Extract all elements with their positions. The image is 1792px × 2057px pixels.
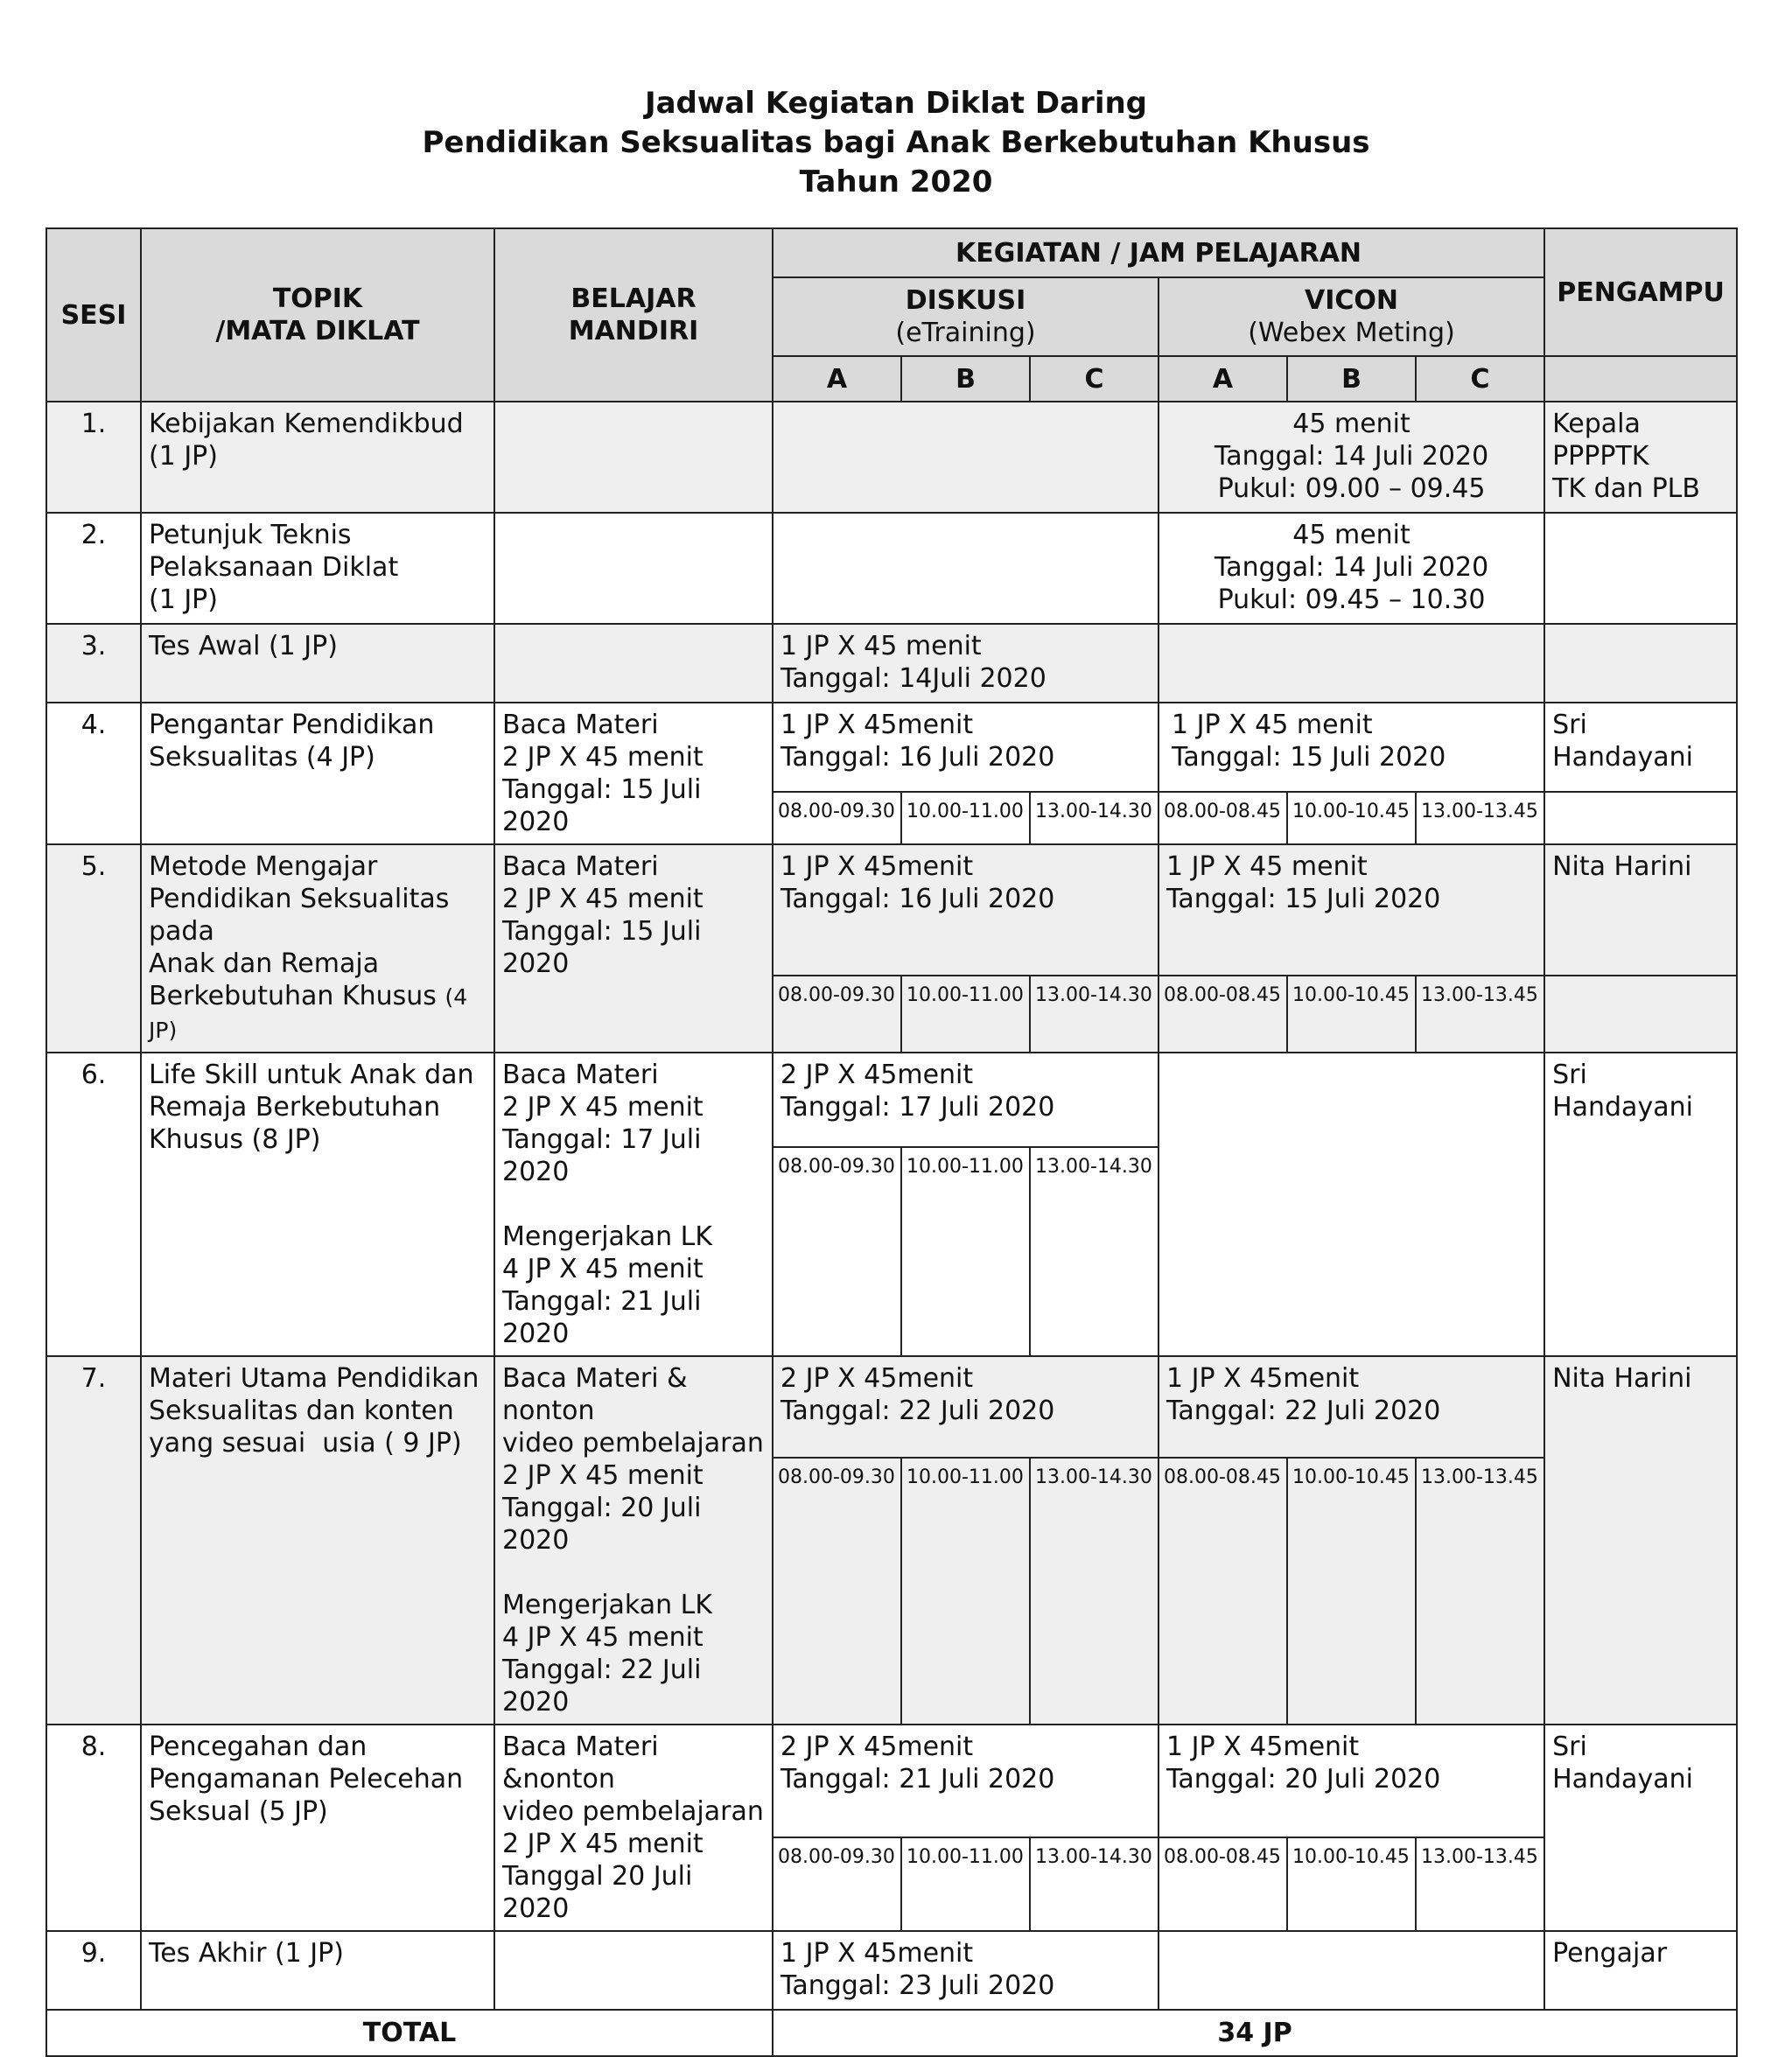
table-row: [46, 1356, 1737, 1458]
time-vicon-b: 10.00-10.45: [1287, 976, 1416, 1053]
time-vicon-c: 13.00-13.45: [1416, 1458, 1544, 1725]
topik-cell: Life Skill untuk Anak dan Remaja Berkebutuhan Khusus (8 JP): [141, 1053, 494, 1356]
time-vicon-c: 13.00-13.45: [1416, 1837, 1544, 1931]
time-vicon-a: 08.00-08.45: [1158, 1837, 1287, 1931]
diskusi-cell: 2 JP X 45menit Tanggal: 22 Juli 2020: [773, 1356, 1158, 1458]
vicon-cell: 1 JP X 45menit Tanggal: 22 Juli 2020: [1158, 1356, 1544, 1458]
total-row: [46, 2010, 1737, 2056]
topik-cell: Pengantar Pendidikan Seksualitas (4 JP): [141, 703, 494, 844]
time-vicon-b: 10.00-10.45: [1287, 1837, 1416, 1931]
time-diskusi-c: 13.00-14.30: [1030, 1147, 1158, 1356]
time-diskusi-c: 13.00-14.30: [1030, 792, 1158, 844]
diskusi-cell: 2 JP X 45menit Tanggal: 21 Juli 2020: [773, 1725, 1158, 1837]
table-row: [46, 624, 1737, 703]
title-line-3: Tahun 2020: [799, 164, 993, 199]
diskusi-cell: 1 JP X 45menit Tanggal: 23 Juli 2020: [773, 1931, 1158, 2010]
header-diskusi: DISKUSI (eTraining): [773, 277, 1158, 356]
topik-cell: Tes Akhir (1 JP): [141, 1931, 494, 2010]
header-belajar-mandiri: BELAJAR MANDIRI: [494, 228, 773, 402]
time-vicon-a: 08.00-08.45: [1158, 792, 1287, 844]
table-row: [46, 844, 1737, 976]
table-row: [46, 703, 1737, 792]
time-diskusi-b: 10.00-11.00: [901, 1837, 1030, 1931]
sesi-number: 1.: [46, 402, 141, 513]
diskusi-cell: [773, 402, 1158, 513]
diskusi-cell: 1 JP X 45menit Tanggal: 16 Juli 2020: [773, 703, 1158, 792]
time-vicon-b: 10.00-10.45: [1287, 1458, 1416, 1725]
diskusi-cell: 2 JP X 45menit Tanggal: 17 Juli 2020: [773, 1053, 1158, 1147]
vicon-cell: 1 JP X 45 menit Tanggal: 15 Juli 2020: [1158, 703, 1544, 792]
pengampu-cell: [1544, 513, 1737, 624]
time-diskusi-c: 13.00-14.30: [1030, 1837, 1158, 1931]
table-row: [46, 402, 1737, 513]
belajar-cell: Baca Materi 2 JP X 45 menit Tanggal: 17 Juli 2020 Mengerjakan LK 4 JP X 45 menit Tanggal: 21 Juli 2020: [494, 1053, 773, 1356]
table-row: [46, 1931, 1737, 2010]
header-diskusi-c: C: [1030, 356, 1158, 402]
header-vicon-c: C: [1416, 356, 1544, 402]
time-vicon-c: 13.00-13.45: [1416, 792, 1544, 844]
pengampu-cell: Nita Harini: [1544, 1356, 1737, 1725]
pengampu-cell: Sri Handayani: [1544, 1725, 1737, 1931]
vicon-cell: 45 menit Tanggal: 14 Juli 2020 Pukul: 09.45 – 10.30: [1158, 513, 1544, 624]
time-diskusi-a: 08.00-09.30: [773, 1458, 901, 1725]
diskusi-cell: [773, 513, 1158, 624]
topik-cell: Pencegahan dan Pengamanan Pelecehan Seksual (5 JP): [141, 1725, 494, 1931]
header-vicon-a: A: [1158, 356, 1287, 402]
vicon-cell: [1158, 1053, 1544, 1356]
table-row: [46, 1053, 1737, 1147]
total-label: TOTAL: [46, 2010, 773, 2056]
time-diskusi-a: 08.00-09.30: [773, 1147, 901, 1356]
pengampu-cell: Sri Handayani: [1544, 703, 1737, 792]
diskusi-cell: 1 JP X 45 menit Tanggal: 14Juli 2020: [773, 624, 1158, 703]
belajar-cell: [494, 402, 773, 513]
diskusi-cell: 1 JP X 45menit Tanggal: 16 Juli 2020: [773, 844, 1158, 976]
time-vicon-b: 10.00-10.45: [1287, 792, 1416, 844]
time-diskusi-b: 10.00-11.00: [901, 1458, 1030, 1725]
topik-cell: Tes Awal (1 JP): [141, 624, 494, 703]
sesi-number: 7.: [46, 1356, 141, 1725]
time-diskusi-c: 13.00-14.30: [1030, 976, 1158, 1053]
header-sesi: SESI: [46, 228, 141, 402]
vicon-cell: 1 JP X 45menit Tanggal: 20 Juli 2020: [1158, 1725, 1544, 1837]
belajar-cell: [494, 624, 773, 703]
time-diskusi-b: 10.00-11.00: [901, 1147, 1030, 1356]
belajar-cell: [494, 1931, 773, 2010]
time-vicon-c: 13.00-13.45: [1416, 976, 1544, 1053]
header-vicon-b: B: [1287, 356, 1416, 402]
table-row: [46, 513, 1737, 624]
belajar-cell: Baca Materi 2 JP X 45 menit Tanggal: 15 Juli 2020: [494, 844, 773, 1053]
time-diskusi-b: 10.00-11.00: [901, 792, 1030, 844]
time-vicon-a: 08.00-08.45: [1158, 1458, 1287, 1725]
pengampu-blank: [1544, 976, 1737, 1053]
schedule-table: [46, 227, 1738, 2057]
header-pengampu-blank: [1544, 356, 1737, 402]
header-kegiatan: KEGIATAN / JAM PELAJARAN: [773, 228, 1544, 277]
sesi-number: 3.: [46, 624, 141, 703]
time-diskusi-c: 13.00-14.30: [1030, 1458, 1158, 1725]
time-diskusi-a: 08.00-09.30: [773, 1837, 901, 1931]
pengampu-cell: Pengajar: [1544, 1931, 1737, 2010]
belajar-cell: [494, 513, 773, 624]
sesi-number: 9.: [46, 1931, 141, 2010]
time-diskusi-a: 08.00-09.30: [773, 976, 901, 1053]
document-title: [0, 84, 1792, 202]
vicon-cell: 1 JP X 45 menit Tanggal: 15 Juli 2020: [1158, 844, 1544, 976]
header-diskusi-b: B: [901, 356, 1030, 402]
time-diskusi-b: 10.00-11.00: [901, 976, 1030, 1053]
total-value: 34 JP: [773, 2010, 1737, 2056]
belajar-cell: Baca Materi & nonton video pembelajaran 2 JP X 45 menit Tanggal: 20 Juli 2020 Mengerjakan LK 4 JP X 45 menit Tanggal: 22 Juli 2020: [494, 1356, 773, 1725]
pengampu-cell: Kepala PPPPTK TK dan PLB: [1544, 402, 1737, 513]
header-vicon: VICON (Webex Meting): [1158, 277, 1544, 356]
vicon-cell: [1158, 1931, 1544, 2010]
header-pengampu: PENGAMPU: [1544, 228, 1737, 356]
vicon-cell: [1158, 624, 1544, 703]
belajar-cell: Baca Materi 2 JP X 45 menit Tanggal: 15 Juli 2020: [494, 703, 773, 844]
pengampu-cell: Sri Handayani: [1544, 1053, 1737, 1356]
table-row: [46, 1725, 1737, 1837]
pengampu-cell: Nita Harini: [1544, 844, 1737, 976]
title-line-2: Pendidikan Seksualitas bagi Anak Berkebutuhan Khusus: [422, 125, 1370, 160]
belajar-cell: Baca Materi &nonton video pembelajaran 2 JP X 45 menit Tanggal 20 Juli 2020: [494, 1725, 773, 1931]
pengampu-cell: [1544, 624, 1737, 703]
pengampu-blank: [1544, 792, 1737, 844]
topik-cell: Petunjuk Teknis Pelaksanaan Diklat (1 JP): [141, 513, 494, 624]
sesi-number: 5.: [46, 844, 141, 1053]
time-diskusi-a: 08.00-09.30: [773, 792, 901, 844]
sesi-number: 8.: [46, 1725, 141, 1931]
time-vicon-a: 08.00-08.45: [1158, 976, 1287, 1053]
vicon-cell: 45 menit Tanggal: 14 Juli 2020 Pukul: 09.00 – 09.45: [1158, 402, 1544, 513]
topik-cell: Metode Mengajar Pendidikan Seksualitas pada Anak dan Remaja Berkebutuhan Khusus (4 JP): [141, 844, 494, 1053]
topik-cell: Kebijakan Kemendikbud (1 JP): [141, 402, 494, 513]
sesi-number: 6.: [46, 1053, 141, 1356]
sesi-number: 4.: [46, 703, 141, 844]
header-row-1: [46, 228, 1737, 277]
header-diskusi-a: A: [773, 356, 901, 402]
title-line-1: Jadwal Kegiatan Diklat Daring: [644, 86, 1148, 121]
header-topik: TOPIK /MATA DIKLAT: [141, 228, 494, 402]
topik-cell: Materi Utama Pendidikan Seksualitas dan konten yang sesuai usia ( 9 JP): [141, 1356, 494, 1725]
sesi-number: 2.: [46, 513, 141, 624]
